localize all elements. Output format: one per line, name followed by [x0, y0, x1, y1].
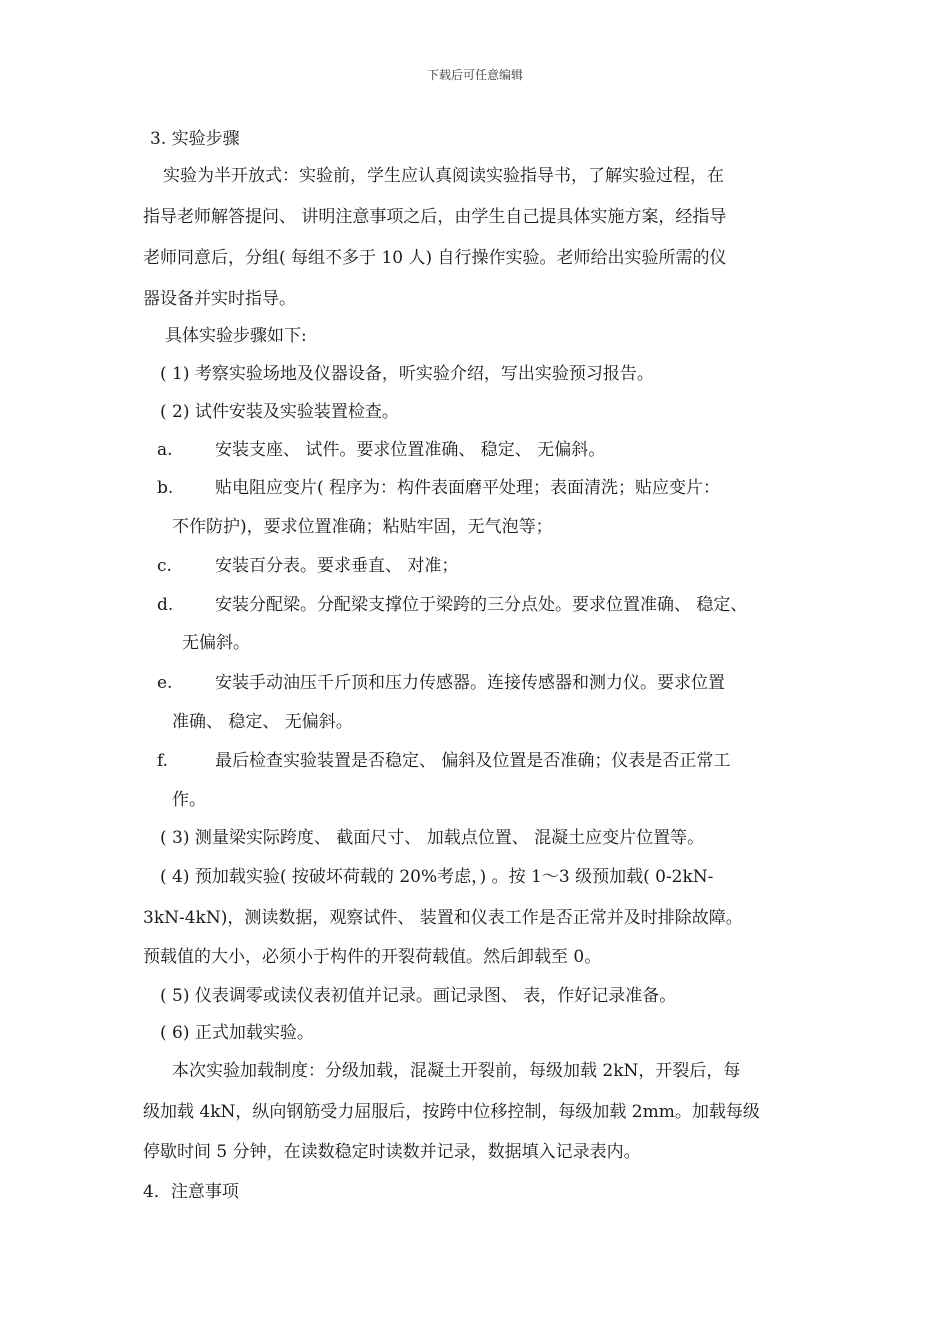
intro-line-2: 指导老师解答提问、 讲明注意事项之后，由学生自己提具体实施方案，经指导 — [143, 207, 727, 227]
sub-f-marker: f. — [157, 751, 169, 771]
sub-b-line-2: 不作防护)，要求位置准确；粘贴牢固，无气泡等； — [172, 517, 553, 537]
step-6: ( 6) 正式加载实验。 — [160, 1023, 314, 1043]
sub-a-marker: a. — [157, 440, 173, 460]
intro-line-4: 器设备并实时指导。 — [143, 289, 296, 309]
step-3: ( 3) 测量梁实际跨度、 截面尺寸、 加载点位置、 混凝土应变片位置等。 — [160, 828, 705, 848]
sub-d-marker: d. — [157, 595, 174, 615]
loading-line-2: 级加载 4kN，纵向钢筋受力屈服后，按跨中位移控制，每级加载 2mm。加载每级 — [143, 1102, 760, 1122]
sub-f-line-1: 最后检查实验装置是否稳定、 偏斜及位置是否准确；仪表是否正常工 — [215, 751, 731, 771]
step-2: ( 2) 试件安装及实验装置检查。 — [160, 402, 399, 422]
loading-line-1: 本次实验加载制度：分级加载，混凝土开裂前，每级加载 2kN，开裂后，每 — [172, 1061, 741, 1081]
sub-e-line-1: 安装手动油压千斤顶和压力传感器。连接传感器和测力仪。要求位置 — [215, 673, 725, 693]
sub-b-marker: b. — [157, 478, 174, 498]
step-4-line-2: 3kN-4kN)，测读数据，观察试件、 装置和仪表工作是否正常并及时排除故障。 — [143, 908, 743, 928]
sub-c-line-1: 安装百分表。要求垂直、 对准； — [215, 556, 459, 576]
step-5: ( 5) 仪表调零或读仪表初值并记录。画记录图、 表，作好记录准备。 — [160, 986, 677, 1006]
sub-f-line-2: 作。 — [172, 790, 206, 810]
sub-d-line-2: 无偏斜。 — [182, 633, 250, 653]
section-4-title: 4．注意事项 — [143, 1182, 239, 1202]
loading-line-3: 停歇时间 5 分钟，在读数稳定时读数并记录，数据填入记录表内。 — [143, 1142, 641, 1162]
sub-e-line-2: 准确、 稳定、 无偏斜。 — [172, 712, 353, 732]
sub-d-line-1: 安装分配梁。分配梁支撑位于梁跨的三分点处。要求位置准确、 稳定、 — [215, 595, 748, 615]
section-3-title: 3. 实验步骤 — [150, 129, 240, 149]
steps-intro: 具体实验步骤如下: — [165, 326, 307, 346]
step-4-line-3: 预载值的大小，必须小于构件的开裂荷载值。然后卸载至 0。 — [143, 947, 602, 967]
intro-line-1: 实验为半开放式：实验前，学生应认真阅读实验指导书，了解实验过程，在 — [163, 166, 724, 186]
sub-a-line-1: 安装支座、 试件。要求位置准确、 稳定、 无偏斜。 — [215, 440, 606, 460]
intro-line-3: 老师同意后，分组( 每组不多于 10 人) 自行操作实验。老师给出实验所需的仪 — [143, 248, 727, 268]
sub-e-marker: e. — [157, 673, 173, 693]
step-1: ( 1) 考察实验场地及仪器设备，听实验介绍，写出实验预习报告。 — [160, 364, 654, 384]
page-header: 下载后可任意编辑 — [426, 68, 523, 82]
sub-c-marker: c. — [157, 556, 172, 576]
sub-b-line-1: 贴电阻应变片( 程序为：构件表面磨平处理；表面清洗；贴应变片： — [215, 478, 721, 498]
step-4-line-1: ( 4) 预加载实验( 按破坏荷载的 20%考虑，) 。按 1～3 级预加载( 0-2kN- — [160, 867, 714, 887]
